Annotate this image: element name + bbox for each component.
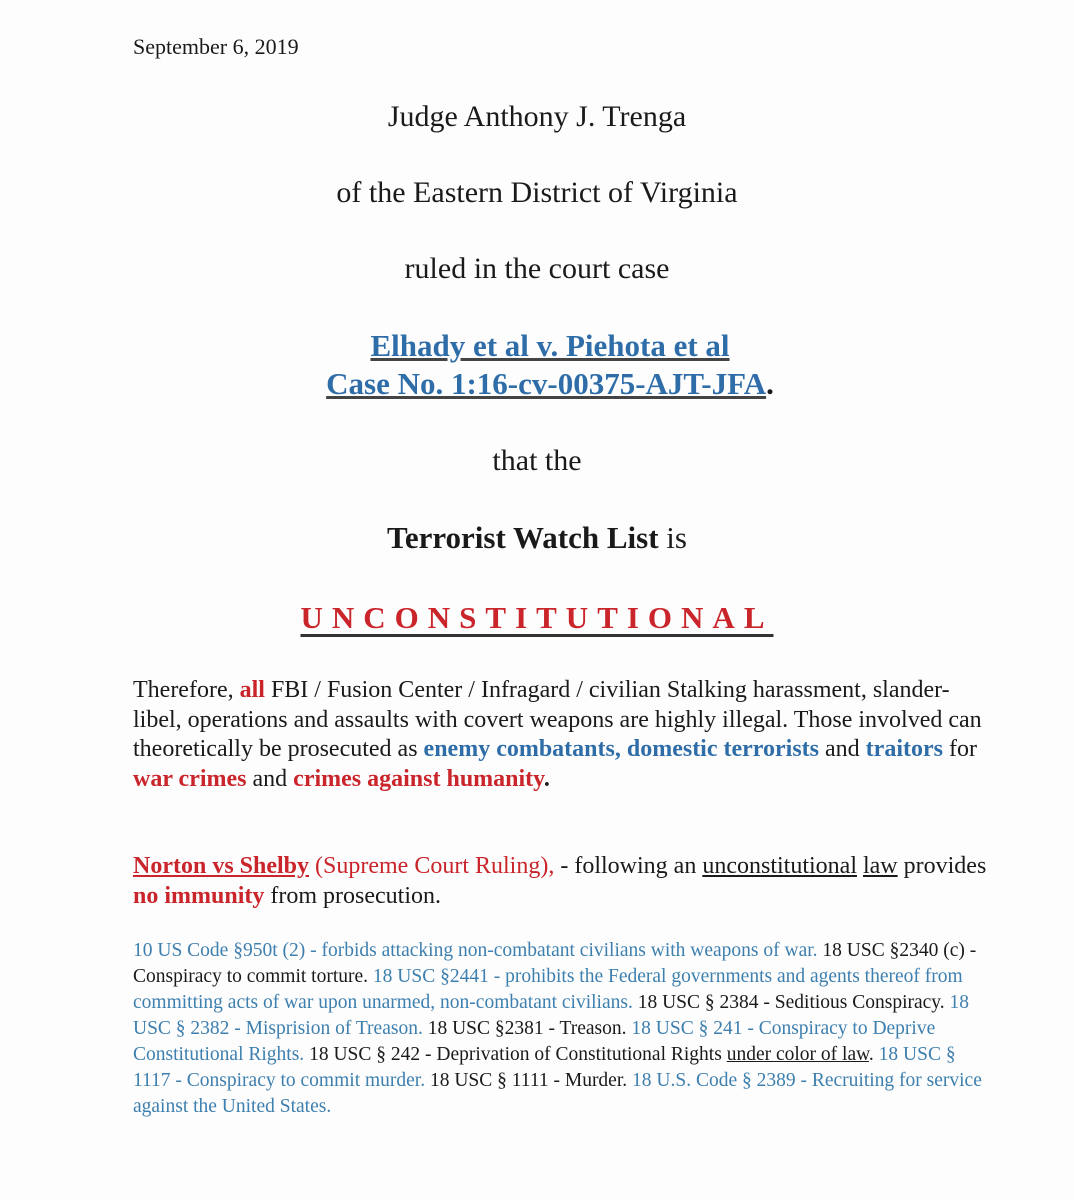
ref-item: 18 USC § 2384 - Seditious Conspiracy. — [637, 992, 950, 1013]
paragraph-therefore: Therefore, all FBI / Fusion Center / Infragard / civilian Stalking harassment, slander-libel, operations and assaults with covert weapons are highly illegal. Those involved can theoretically be prosecuted as enemy combatants, domestic terrorists and traitors for war crimes and crimes against humanity. — [133, 677, 982, 792]
paragraph-norton: Norton vs Shelby (Supreme Court Ruling), - following an unconstitutional law provides no immunity from prosecution. — [133, 853, 987, 909]
ref-item: 18 USC § 1111 - Murder. — [429, 1070, 633, 1091]
ref-item: 10 US Code §950t (2) - forbids attacking non-combatant civilians with weapons of war. — [133, 940, 823, 961]
ref-item: 18 USC §2340 (c) - Conspiracy to commit torture. — [133, 940, 977, 987]
ref-item: 18 USC § 1117 - Conspiracy to commit murder. — [133, 1044, 956, 1091]
ref-item: 18 USC §2381 - Treason. — [427, 1018, 632, 1039]
document-date: September 6, 2019 — [133, 34, 299, 59]
ref-item: 18 USC § 2382 - Misprision of Treason. — [133, 992, 970, 1039]
district-line: of the Eastern District of Virginia — [336, 176, 738, 209]
ref-item: 18 U.S. Code § 2389 - Recruiting for service against the United States. — [133, 1070, 982, 1117]
unconstitutional-heading: UNCONSTITUTIONAL — [300, 600, 774, 635]
ref-item: 18 USC § 242 - Deprivation of Constitutional Rights — [309, 1044, 727, 1065]
watchlist-line: Terrorist Watch List is — [387, 520, 687, 555]
ref-item: under color of law — [726, 1044, 869, 1065]
ruled-line: ruled in the court case — [404, 252, 670, 285]
ref-item: . — [868, 1044, 879, 1065]
that-line: that the — [492, 444, 582, 477]
legal-references — [133, 938, 993, 1120]
case-name: Elhady et al v. Piehota et al — [370, 328, 730, 363]
ref-item: 18 USC §2441 - prohibits the Federal governments and agents thereof from committing acts of war upon unarmed, non-combatant civilians. — [133, 966, 963, 1013]
ref-item: 18 USC § 241 - Conspiracy to Deprive Constitutional Rights. — [133, 1018, 936, 1065]
case-number: Case No. 1:16-cv-00375-AJT-JFA. — [326, 366, 774, 401]
judge-line: Judge Anthony J. Trenga — [387, 100, 687, 133]
